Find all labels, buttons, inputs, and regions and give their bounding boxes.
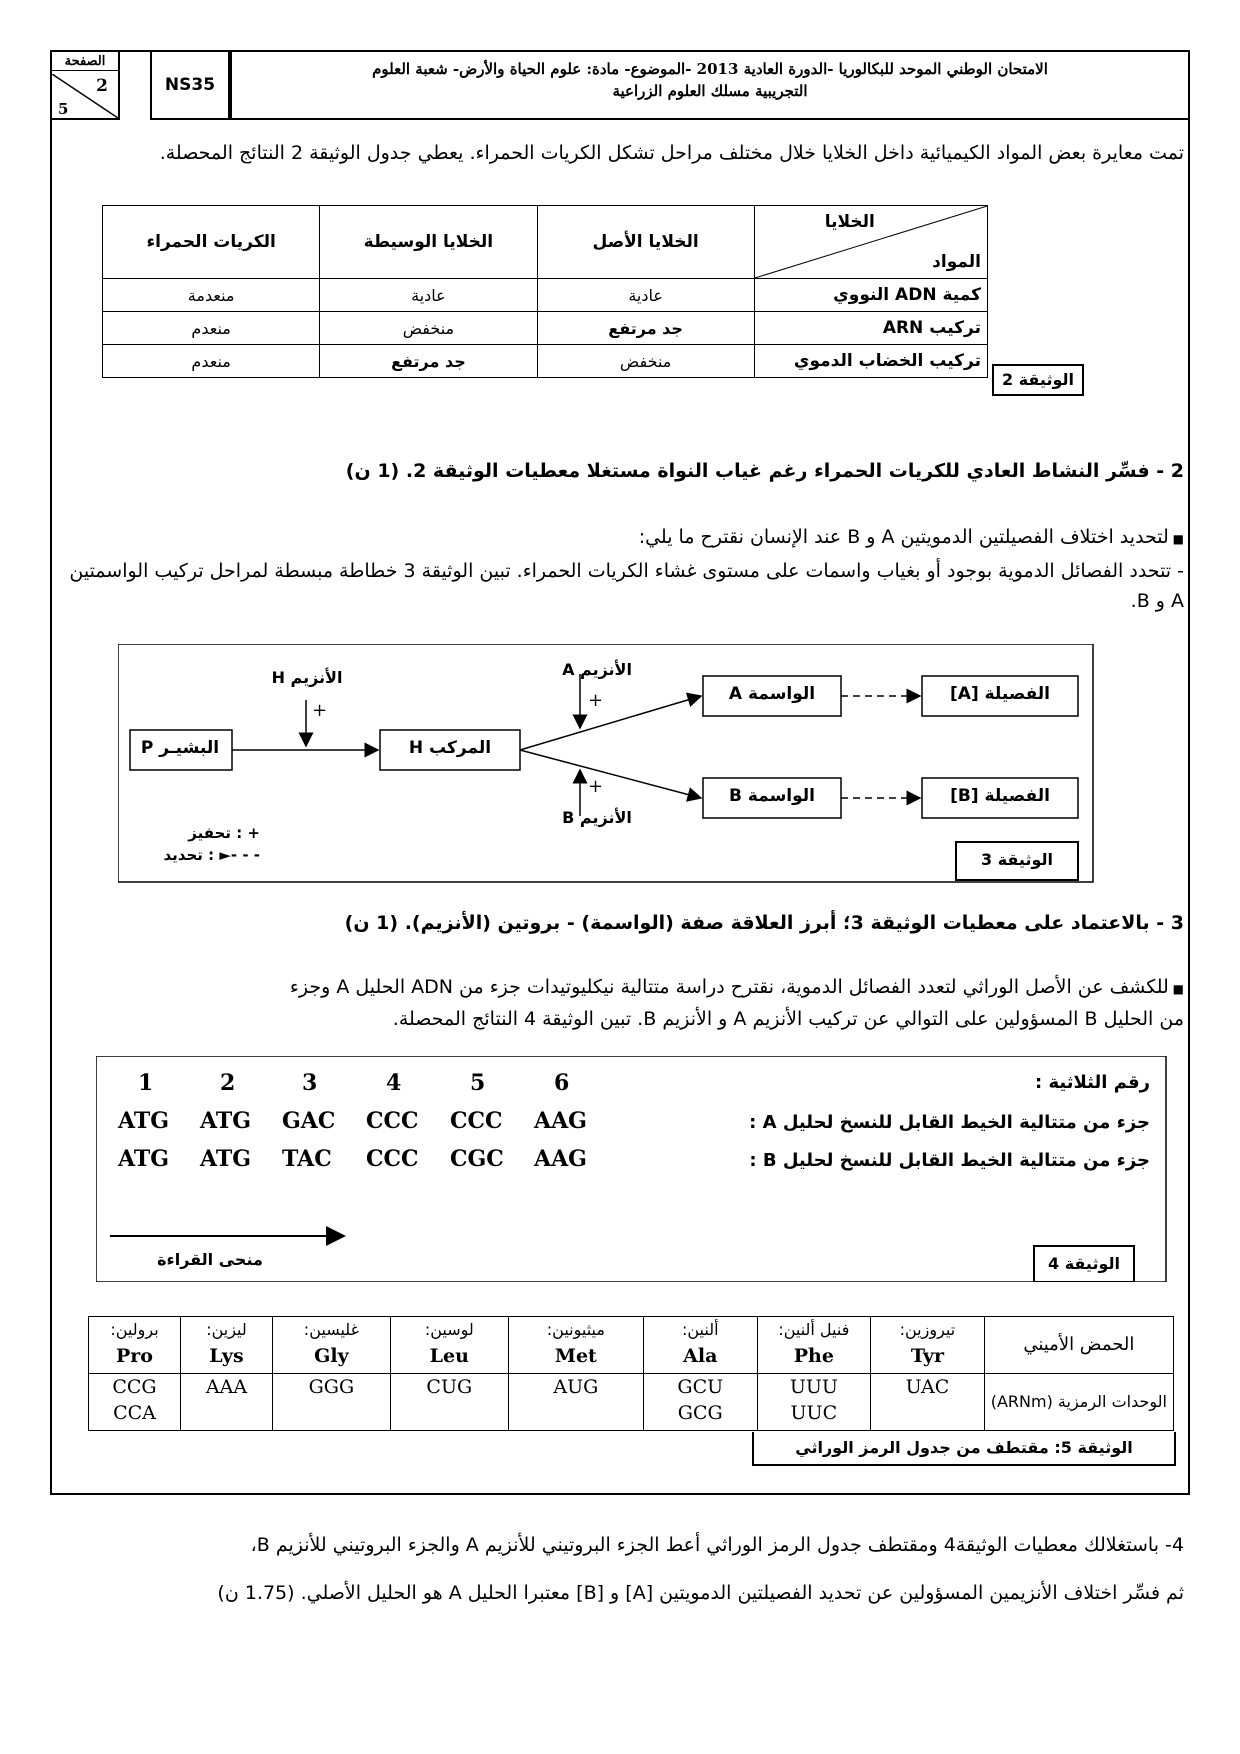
doc2-cell: منعدمة	[103, 279, 320, 312]
amino-acid-cell	[272, 1317, 390, 1374]
allele-b-label: جزء من متتالية الخيط القابل للنسخ لحليل B :	[749, 1150, 1150, 1171]
doc2-corner-bottom: المواد	[932, 252, 981, 272]
question-3: 3 - بالاعتماد على معطيات الوثيقة 3؛ أبرز العلاقة صفة (الواسمة) - بروتين (الأنزيم). (1 ن)	[344, 912, 1184, 934]
triplet-number: 4	[386, 1070, 402, 1096]
codon: TAC	[282, 1146, 332, 1172]
header-line2: التجريبية مسلك العلوم الزراعية	[612, 82, 808, 100]
codon: CCG	[112, 1376, 157, 1398]
doc2-cell: جد مرتفع	[537, 312, 754, 345]
codon: UUC	[790, 1402, 838, 1424]
doc2-cell: عادية	[537, 279, 754, 312]
doc2-cell: منخفض	[320, 312, 537, 345]
question-2: 2 - فسِّر النشاط العادي للكريات الحمراء رغم غياب النواة مستغلا معطيات الوثيقة 2. (1 ن)	[345, 460, 1184, 482]
amino-name: لوسين:	[424, 1320, 474, 1339]
arrow-h-a	[520, 696, 701, 750]
doc2-row-header: كمية ADN النووي	[754, 279, 987, 312]
codon: CCA	[113, 1402, 156, 1424]
amino-abbr: Leu	[429, 1345, 469, 1367]
triplet-number: 6	[554, 1070, 570, 1096]
doc5-row1-header: الحمض الأميني	[984, 1317, 1173, 1374]
codon: CUG	[426, 1376, 473, 1398]
bullet-icon: ■	[1168, 982, 1184, 996]
amino-name: غليسين:	[303, 1320, 359, 1339]
paragraph-ab-1-text: لتحديد اختلاف الفصيلتين الدمويتين A و B عند الإنسان نقترح ما يلي:	[638, 526, 1169, 548]
legend-determination: - - -► : تحديد	[163, 846, 260, 864]
codon: ATG	[200, 1108, 252, 1134]
codon: GAC	[282, 1108, 336, 1134]
group-b-label: الفصيلة [B]	[950, 786, 1050, 806]
amino-name: برولين:	[110, 1320, 159, 1339]
paragraph-ab-1	[56, 522, 1184, 554]
exam-header	[230, 52, 1188, 120]
codon: CGC	[450, 1146, 504, 1172]
codon: AUG	[553, 1376, 599, 1398]
question-4-line2: ثم فسِّر اختلاف الأنزيمين المسؤولين عن تحديد الفصيلتين الدمويتين [A] و [B] معتبرا الحليل A هو الحليل الأصلي. (1.75 ن)	[217, 1582, 1184, 1604]
amino-abbr: Ala	[683, 1345, 718, 1367]
amino-name: ألنين:	[681, 1320, 719, 1339]
codon-cell	[643, 1374, 757, 1431]
amino-name: تيروزين:	[899, 1320, 956, 1339]
codon: GGG	[308, 1376, 355, 1398]
amino-acid-cell	[89, 1317, 181, 1374]
enzyme-b-label: الأنزيم B	[562, 808, 632, 827]
amino-acid-cell	[508, 1317, 643, 1374]
doc2-cell: منعدم	[103, 345, 320, 378]
codon: GCU	[677, 1376, 724, 1398]
amino-abbr: Gly	[314, 1345, 349, 1367]
doc2-col-header: الكريات الحمراء	[103, 206, 320, 279]
paragraph-gen-2: من الحليل B المسؤولين على التوالي عن تركيب الأنزيم A و الأنزيم B. تبين الوثيقة 4 النتائج المحصلة.	[392, 1008, 1184, 1030]
arrow-h-b	[520, 750, 701, 798]
codon-cell	[272, 1374, 390, 1431]
enzyme-h-label: الأنزيم H	[271, 668, 343, 687]
doc2-corner-top: الخلايا	[824, 212, 875, 232]
codon: AAA	[205, 1376, 248, 1398]
amino-acid-cell	[390, 1317, 508, 1374]
page-total: 5	[58, 100, 69, 118]
intro-text: تمت معايرة بعض المواد الكيميائية داخل الخلايا خلال مختلف مراحل تشكل الكريات الحمراء. يعطي جدول الوثيقة 2 النتائج المحصلة.	[159, 142, 1184, 164]
codon: UUU	[789, 1376, 838, 1398]
doc5-row2-header: الوحدات الرمزية (ARNm)	[984, 1374, 1173, 1431]
compound-label: المركب H	[408, 738, 492, 758]
codon-cell	[757, 1374, 871, 1431]
doc2-cell: عادية	[320, 279, 537, 312]
legend-stimulation: + : تحفيز	[188, 824, 260, 842]
enzyme-a-plus: +	[588, 690, 604, 711]
triplet-number: 5	[470, 1070, 486, 1096]
triplet-number: 1	[138, 1070, 154, 1096]
doc2-label: الوثيقة 2	[992, 364, 1084, 396]
codon-cell	[871, 1374, 985, 1431]
paragraph-gen-1-text: للكشف عن الأصل الوراثي لتعدد الفصائل الدموية، نقترح دراسة متتالية نيكليوتيدات جزء من ADN الحليل A وجزء	[289, 976, 1169, 998]
amino-name: ميثيونين:	[546, 1320, 605, 1339]
amino-abbr: Lys	[209, 1345, 244, 1367]
codon: CCC	[450, 1108, 503, 1134]
bullet-icon: ■	[1168, 532, 1184, 546]
doc2-row-header: تركيب الخضاب الدموي	[754, 345, 987, 378]
codon: CCC	[366, 1108, 419, 1134]
codon: ATG	[118, 1146, 170, 1172]
codon: UAC	[905, 1376, 950, 1398]
amino-abbr: Tyr	[910, 1345, 944, 1367]
paragraph-gen-1	[56, 972, 1184, 1004]
doc3-label: الوثيقة 3	[981, 850, 1053, 869]
enzyme-a-label: الأنزيم A	[562, 660, 632, 679]
page-number-box	[52, 52, 120, 120]
doc2-col-header: الخلايا الوسيطة	[320, 206, 537, 279]
triplet-number-label: رقم الثلاثية :	[1035, 1072, 1150, 1093]
reading-direction-label: منحى القراءة	[157, 1250, 263, 1269]
amino-name: ليزين:	[206, 1320, 247, 1339]
precursor-label: البشيـر P	[140, 738, 220, 758]
paragraph-ab-2: - تتحدد الفصائل الدموية بوجود أو بغياب واسمات على مستوى غشاء الكريات الحمراء. تبين الوثيقة 3 خطاطة مبسطة لمراحل تركيب الواسمتين A و B.	[69, 560, 1184, 612]
codon: CCC	[366, 1146, 419, 1172]
header-line1: الامتحان الوطني الموحد للبكالوريا -الدورة العادية 2013 -الموضوع- مادة: علوم الحياة والأرض- شعبة العلوم	[372, 60, 1048, 78]
amino-acid-cell	[181, 1317, 273, 1374]
enzyme-h-plus: +	[312, 700, 328, 721]
doc5-table	[88, 1316, 1174, 1431]
amino-name: فنيل ألنين:	[778, 1320, 850, 1339]
codon-cell	[89, 1374, 181, 1431]
amino-abbr: Pro	[116, 1345, 153, 1367]
codon-cell	[508, 1374, 643, 1431]
codon: AAG	[534, 1108, 587, 1134]
doc2-cell: منخفض	[537, 345, 754, 378]
amino-acid-cell	[757, 1317, 871, 1374]
doc2-cell: جد مرتفع	[320, 345, 537, 378]
doc2-cell: منعدم	[103, 312, 320, 345]
allele-a-label: جزء من متتالية الخيط القابل للنسخ لحليل A :	[749, 1112, 1150, 1133]
marker-b-label: الواسمة B	[728, 786, 815, 806]
doc2-col-header: الخلايا الأصل	[537, 206, 754, 279]
exam-code: NS35	[150, 52, 230, 120]
amino-acid-cell	[643, 1317, 757, 1374]
page-label: الصفحة	[52, 54, 118, 71]
amino-abbr: Phe	[793, 1345, 834, 1367]
amino-abbr: Met	[554, 1345, 597, 1367]
doc2-corner	[754, 206, 987, 279]
doc4-label: الوثيقة 4	[1048, 1254, 1120, 1273]
doc2-table	[102, 205, 988, 378]
triplet-number: 2	[220, 1070, 236, 1096]
enzyme-b-plus: +	[588, 776, 604, 797]
codon: AAG	[534, 1146, 587, 1172]
codon-cell	[390, 1374, 508, 1431]
amino-acid-cell	[871, 1317, 985, 1374]
marker-a-label: الواسمة A	[728, 684, 816, 704]
codon: GCG	[677, 1402, 723, 1424]
codon: ATG	[118, 1108, 170, 1134]
page-current: 2	[96, 76, 108, 96]
codon-cell	[181, 1374, 273, 1431]
question-4-line1: 4- باستغلالك معطيات الوثيقة4 ومقتطف جدول الرمز الوراثي أعط الجزء البروتيني للأنزيم A والجزء البروتيني للأنزيم B،	[250, 1534, 1184, 1556]
triplet-number: 3	[302, 1070, 318, 1096]
codon: ATG	[200, 1146, 252, 1172]
doc5-label: الوثيقة 5: مقتطف من جدول الرمز الوراثي	[752, 1432, 1176, 1466]
group-a-label: الفصيلة [A]	[949, 684, 1051, 704]
doc2-row-header: تركيب ARN	[754, 312, 987, 345]
